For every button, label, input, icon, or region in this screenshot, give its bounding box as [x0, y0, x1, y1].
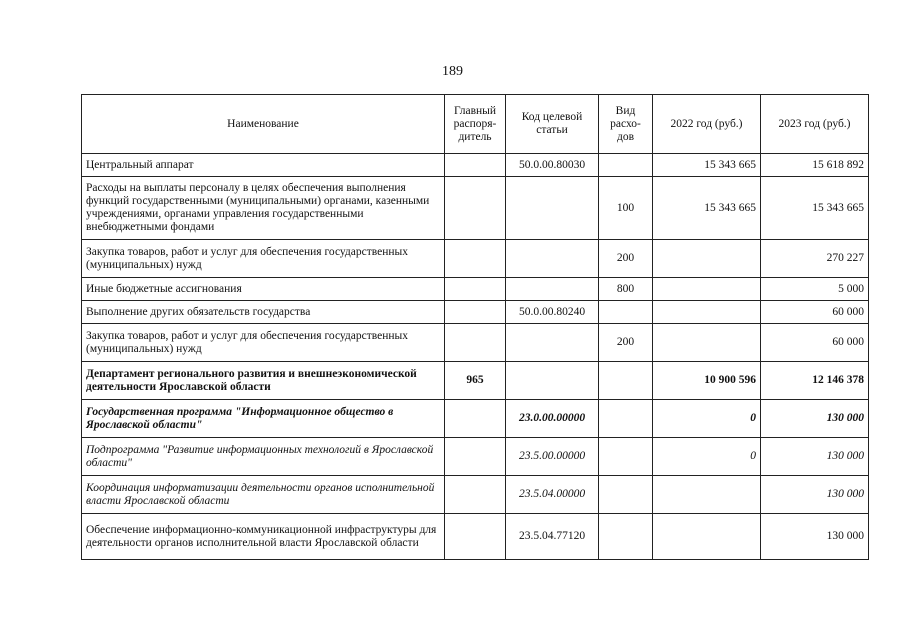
row-name: Закупка товаров, работ и услуг для обеспечения государственных (муниципальных) нужд [82, 240, 445, 278]
row-2023: 130 000 [761, 400, 869, 438]
row-2022 [653, 278, 761, 301]
header-year-2023: 2023 год (руб.) [761, 95, 869, 154]
table-row [82, 324, 869, 362]
row-code: 50.0.00.80240 [506, 301, 599, 324]
row-2022: 0 [653, 438, 761, 476]
table-row [82, 438, 869, 476]
budget-table [81, 94, 869, 560]
row-name: Подпрограмма "Развитие информационных технологий в Ярославской области" [82, 438, 445, 476]
row-name: Департамент регионального развития и внешнеэкономической деятельности Ярославской области [82, 362, 445, 400]
row-code: 23.5.00.00000 [506, 438, 599, 476]
table-row [82, 476, 869, 514]
row-2023: 15 343 665 [761, 177, 869, 240]
row-2023: 12 146 378 [761, 362, 869, 400]
row-2022: 15 343 665 [653, 177, 761, 240]
row-type [599, 438, 653, 476]
row-2023: 60 000 [761, 301, 869, 324]
page-number: 189 [442, 64, 463, 79]
table-row [82, 278, 869, 301]
row-name: Координация информатизации деятельности органов исполнительной власти Ярославской области [82, 476, 445, 514]
table-row [82, 400, 869, 438]
row-type [599, 400, 653, 438]
row-2022 [653, 324, 761, 362]
row-type: 200 [599, 324, 653, 362]
row-code [506, 324, 599, 362]
table-row [82, 514, 869, 560]
row-manager [445, 240, 506, 278]
row-2022 [653, 240, 761, 278]
header-year-2022: 2022 год (руб.) [653, 95, 761, 154]
row-code [506, 362, 599, 400]
row-code [506, 177, 599, 240]
row-name: Закупка товаров, работ и услуг для обеспечения государственных (муниципальных) нужд [82, 324, 445, 362]
row-type: 100 [599, 177, 653, 240]
row-2023: 270 227 [761, 240, 869, 278]
row-name: Центральный аппарат [82, 154, 445, 177]
row-2023: 5 000 [761, 278, 869, 301]
header-target-code: Код целевой статьи [506, 95, 599, 154]
row-code [506, 240, 599, 278]
row-type [599, 362, 653, 400]
row-2022: 0 [653, 400, 761, 438]
row-code [506, 278, 599, 301]
row-type [599, 301, 653, 324]
row-manager [445, 438, 506, 476]
header-manager: Главный распоря-дитель [445, 95, 506, 154]
table-header [82, 95, 869, 154]
row-name: Иные бюджетные ассигнования [82, 278, 445, 301]
row-manager [445, 514, 506, 560]
table-row [82, 154, 869, 177]
row-manager [445, 154, 506, 177]
row-2023: 60 000 [761, 324, 869, 362]
row-2023: 130 000 [761, 514, 869, 560]
row-code: 23.0.00.00000 [506, 400, 599, 438]
row-code: 23.5.04.77120 [506, 514, 599, 560]
row-manager [445, 476, 506, 514]
row-name: Государственная программа "Информационное общество в Ярославской области" [82, 400, 445, 438]
table-row [82, 301, 869, 324]
row-2023: 130 000 [761, 476, 869, 514]
row-manager [445, 400, 506, 438]
row-type: 800 [599, 278, 653, 301]
row-manager: 965 [445, 362, 506, 400]
row-type: 200 [599, 240, 653, 278]
table-row [82, 240, 869, 278]
row-manager [445, 278, 506, 301]
row-type [599, 476, 653, 514]
header-expense-type: Вид расхо-дов [599, 95, 653, 154]
row-2022: 10 900 596 [653, 362, 761, 400]
row-2023: 15 618 892 [761, 154, 869, 177]
row-2022 [653, 476, 761, 514]
row-name: Расходы на выплаты персоналу в целях обеспечения выполнения функций государственными (муниципальными) органами, казенными учреждениями, органами управления государственными внебюджетными фондами [82, 177, 445, 240]
row-manager [445, 301, 506, 324]
row-manager [445, 177, 506, 240]
header-name: Наименование [82, 95, 445, 154]
row-manager [445, 324, 506, 362]
row-code: 50.0.00.80030 [506, 154, 599, 177]
row-type [599, 154, 653, 177]
row-name: Обеспечение информационно-коммуникационной инфраструктуры для деятельности органов исполнительной власти Ярославской области [82, 514, 445, 560]
row-2022 [653, 514, 761, 560]
row-2023: 130 000 [761, 438, 869, 476]
row-name: Выполнение других обязательств государства [82, 301, 445, 324]
table-row [82, 177, 869, 240]
row-type [599, 514, 653, 560]
row-code: 23.5.04.00000 [506, 476, 599, 514]
row-2022 [653, 301, 761, 324]
table-row [82, 362, 869, 400]
row-2022: 15 343 665 [653, 154, 761, 177]
